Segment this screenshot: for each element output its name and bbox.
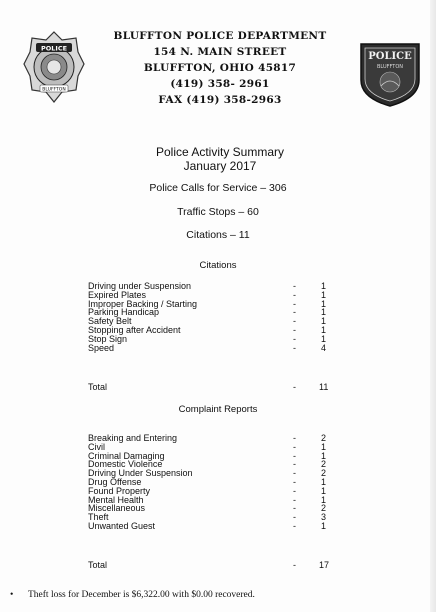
complaint-label: Civil (88, 441, 105, 452)
complaint-label: Found Property (88, 485, 151, 496)
theft-loss-text: Theft loss for December is $6,322.00 with $0.00 recovered. (28, 590, 255, 600)
citation-value: 1 (321, 316, 327, 327)
citation-value: 1 (321, 281, 327, 291)
document-page: POLICE BLUFFTON BLUFFTON POLICE DEPARTMENT 154 N. MAIN STREET BLUFFTON, OHIO 45817 (419) 358- 2961 FAX (419) 358-2963 POLICE BLUFFTON Police Activity Summary January 2017 Police Calls for Service – 306 Traffic Stops – 60 Citations – 11 Citations Driving under Suspension - 1 Expired Plates - 1 Improper Backing / Starting - 1 Parking Handicap - 1 Safety Belt - 1 Stopping after Accident - 1 Stop Sign - 1 Speed - 4 Total - 11 Complaint Reports Breaking and Entering - 2 Civil - 1 Criminal Damaging - 1 Domestic Violence - 2 Driving Under Suspension - 2 Drug Offense - 1 Found Property - 1 Mental Health - 1 Miscellaneous - 2 Theft - 3 Unwanted Guest - 1 Total - 17 • Theft loss for December is $6,322.00 with $0.00 recovered. (0, 0, 436, 612)
department-fax: FAX (419) 358-2963 (158, 94, 282, 106)
complaint-value: 2 (321, 433, 327, 443)
citation-value: 4 (321, 342, 327, 353)
department-phone: (419) 358- 2961 (170, 78, 270, 90)
complaint-label: Mental Health (88, 494, 144, 505)
left-badge-text: POLICE (40, 44, 68, 53)
department-street: 154 N. MAIN STREET (153, 46, 287, 58)
police-badge-left-icon (22, 30, 86, 104)
citation-label: Safety Belt (88, 316, 132, 327)
citation-value: 1 (321, 307, 327, 318)
citations-total-label: Total (88, 382, 108, 392)
citation-value: 1 (321, 289, 327, 300)
citation-value: 1 (321, 324, 327, 335)
citation-label: Speed (88, 342, 115, 353)
bullet-icon: • (10, 590, 14, 600)
citations-heading: Citations (199, 260, 237, 271)
complaint-label: Driving Under Suspension (88, 468, 193, 479)
complaint-value: 1 (321, 450, 327, 461)
left-badge-sub: BLUFFTON (42, 87, 66, 93)
complaints-total: Total - 17 (88, 560, 330, 570)
complaint-value: 1 (321, 485, 327, 496)
complaint-label: Breaking and Entering (88, 433, 178, 443)
citations-count: Citations – 11 (186, 229, 250, 241)
right-badge-text: POLICE (368, 51, 412, 62)
traffic-stops: Traffic Stops – 60 (177, 206, 259, 218)
citation-label: Stopping after Accident (88, 324, 181, 335)
complaint-label: Criminal Damaging (88, 450, 165, 461)
right-badge-sub: BLUFFTON (376, 64, 404, 70)
citation-label: Parking Handicap (88, 307, 160, 318)
citation-value: 1 (321, 333, 327, 344)
complaint-label: Unwanted Guest (88, 520, 156, 531)
complaint-label: Miscellaneous (88, 503, 146, 514)
citation-label: Expired Plates (88, 289, 147, 300)
complaint-value: 1 (321, 494, 327, 505)
citation-label: Stop Sign (88, 333, 128, 344)
calls-for-service: Police Calls for Service – 306 (149, 182, 287, 194)
complaint-value: 2 (321, 468, 327, 479)
complaint-value: 3 (321, 512, 327, 523)
summary-period: January 2017 (183, 159, 257, 173)
citation-label: Driving under Suspension (88, 281, 192, 291)
complaints-total-value: 17 (319, 560, 330, 570)
summary-title: Police Activity Summary (155, 145, 285, 159)
department-name: BLUFFTON POLICE DEPARTMENT (113, 30, 327, 42)
citations-total: Total - 11 (88, 382, 329, 392)
complaint-value: 1 (321, 476, 327, 487)
complaint-label: Theft (88, 512, 109, 523)
page-edge-shadow (430, 0, 436, 612)
complaint-label: Drug Offense (88, 476, 142, 487)
complaint-value: 2 (321, 503, 327, 514)
summary-title-block (120, 145, 320, 173)
letterhead (110, 28, 330, 108)
theft-loss-note (10, 590, 255, 600)
citations-total-value: 11 (319, 382, 329, 392)
complaint-label: Domestic Violence (88, 459, 163, 470)
complaint-value: 1 (321, 441, 327, 452)
department-city: BLUFFTON, OHIO 45817 (143, 62, 297, 74)
complaints-heading: Complaint Reports (178, 404, 258, 415)
citation-label: Improper Backing / Starting (88, 298, 198, 309)
complaints-total-label: Total (88, 560, 108, 570)
complaint-value: 1 (321, 520, 327, 531)
complaint-value: 2 (321, 459, 327, 470)
police-patch-right-icon (357, 40, 423, 108)
citation-value: 1 (321, 298, 327, 309)
